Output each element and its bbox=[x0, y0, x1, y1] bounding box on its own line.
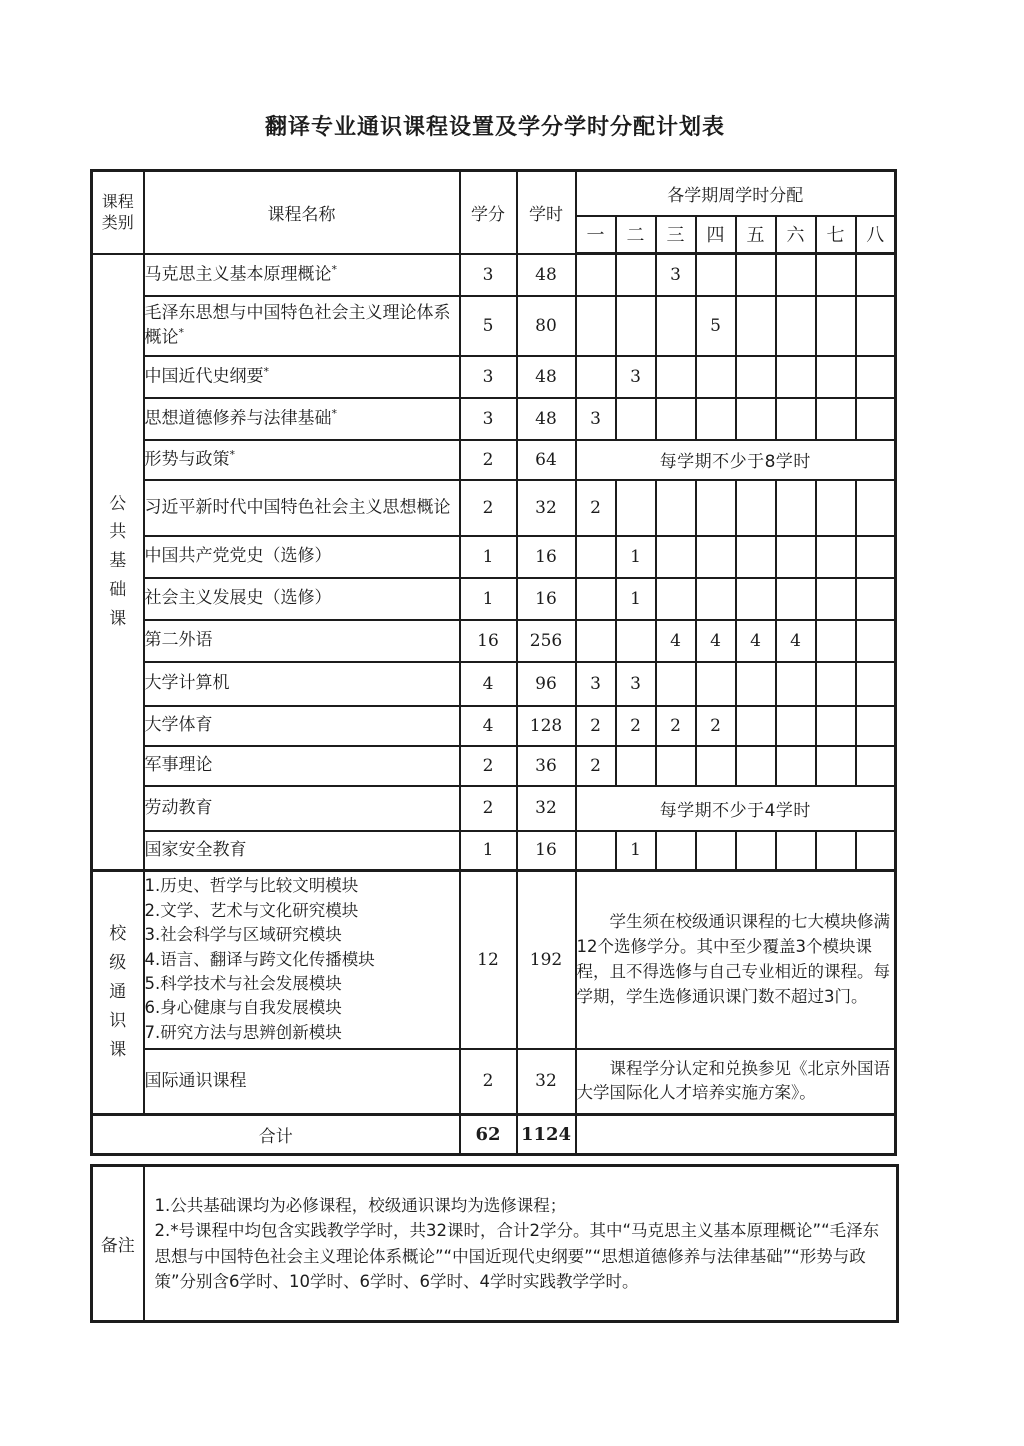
semester-cell bbox=[616, 480, 656, 536]
course-row bbox=[92, 1049, 896, 1115]
semester-cell bbox=[656, 356, 696, 398]
semester-cell bbox=[816, 480, 856, 536]
credits-cell: 16 bbox=[460, 620, 517, 662]
module-note: 学生须在校级通识课程的七大模块修满12个选修学分。其中至少覆盖3个模块课程，且不得选修与自己专业相近的课程。每学期，学生选修通识课门数不超过3门。 bbox=[576, 912, 890, 1006]
semester-cell: 1 bbox=[616, 578, 656, 620]
semester-cell bbox=[776, 536, 816, 578]
semester-cell bbox=[696, 356, 736, 398]
semester-cell bbox=[856, 254, 896, 296]
course-row bbox=[92, 440, 896, 480]
semester-note-cell: 每学期不少于4学时 bbox=[576, 786, 896, 831]
course-name: 思想道德修养与法律基础 bbox=[144, 408, 332, 429]
semester-cell bbox=[856, 831, 896, 871]
remarks-body-cell bbox=[144, 1166, 898, 1322]
header-semester-group: 各学期周学时分配 bbox=[576, 171, 896, 216]
semester-cell: 4 bbox=[656, 620, 696, 662]
module-note-cell bbox=[576, 871, 896, 1049]
semester-cell bbox=[856, 578, 896, 620]
semester-cell: 4 bbox=[736, 620, 776, 662]
semester-cell bbox=[736, 398, 776, 440]
semester-cell bbox=[656, 536, 696, 578]
semester-cell bbox=[576, 536, 616, 578]
course-name-cell bbox=[144, 254, 460, 296]
course-name: 形势与政策 bbox=[144, 449, 230, 470]
category-cell-public-basic bbox=[92, 254, 144, 871]
category-label: 校级通识课 bbox=[109, 924, 127, 1060]
course-name-cell bbox=[144, 831, 460, 871]
course-row bbox=[92, 578, 896, 620]
semester-cell: 2 bbox=[576, 706, 616, 746]
semester-cell bbox=[736, 536, 776, 578]
semester-cell bbox=[816, 578, 856, 620]
course-name: 中国近代史纲要 bbox=[144, 366, 264, 387]
practice-mark: * bbox=[229, 447, 235, 461]
hours-cell: 48 bbox=[517, 398, 576, 440]
course-name-cell bbox=[144, 578, 460, 620]
credits-cell: 3 bbox=[460, 254, 517, 296]
module-item: 2.文学、艺术与文化研究模块 bbox=[144, 900, 359, 920]
semester-cell: 2 bbox=[616, 706, 656, 746]
semester-cell bbox=[776, 578, 816, 620]
credits-cell: 3 bbox=[460, 398, 517, 440]
course-row bbox=[92, 254, 896, 296]
header-semester-6: 六 bbox=[776, 216, 816, 254]
credits-cell: 2 bbox=[460, 440, 517, 480]
course-name: 国家安全教育 bbox=[144, 839, 247, 860]
semester-cell bbox=[776, 480, 816, 536]
header-semester-5: 五 bbox=[736, 216, 776, 254]
credits-cell: 1 bbox=[460, 578, 517, 620]
intl-note: 课程学分认定和兑换参见《北京外国语大学国际化人才培养实施方案》。 bbox=[576, 1058, 890, 1103]
course-name-cell bbox=[144, 398, 460, 440]
course-name-cell bbox=[144, 1049, 460, 1115]
total-hours-cell: 1124 bbox=[517, 1115, 576, 1155]
practice-mark: * bbox=[331, 406, 337, 420]
credits-cell: 2 bbox=[460, 786, 517, 831]
header-category bbox=[92, 171, 144, 254]
hours-cell: 48 bbox=[517, 356, 576, 398]
semester-cell bbox=[576, 831, 616, 871]
hours-cell: 32 bbox=[517, 786, 576, 831]
header-category-label: 课程类别 bbox=[101, 191, 134, 233]
semester-cell bbox=[696, 480, 736, 536]
credits-cell: 4 bbox=[460, 706, 517, 746]
credits-cell: 12 bbox=[460, 871, 517, 1049]
course-name: 马克思主义基本原理概论 bbox=[144, 264, 332, 285]
credits-cell: 4 bbox=[460, 662, 517, 706]
semester-cell bbox=[736, 831, 776, 871]
course-row bbox=[92, 662, 896, 706]
semester-cell: 3 bbox=[616, 662, 656, 706]
semester-cell bbox=[736, 480, 776, 536]
semester-cell bbox=[656, 746, 696, 786]
module-item: 5.科学技术与社会发展模块 bbox=[144, 973, 342, 993]
semester-cell: 3 bbox=[576, 398, 616, 440]
intl-note-cell bbox=[576, 1049, 896, 1115]
hours-cell: 16 bbox=[517, 831, 576, 871]
course-row bbox=[92, 746, 896, 786]
header-credits: 学分 bbox=[460, 171, 517, 254]
semester-cell bbox=[616, 620, 656, 662]
semester-cell bbox=[856, 662, 896, 706]
course-name: 大学计算机 bbox=[144, 673, 230, 694]
semester-cell bbox=[736, 578, 776, 620]
semester-cell bbox=[576, 296, 616, 356]
hours-cell: 128 bbox=[517, 706, 576, 746]
course-name: 大学体育 bbox=[144, 715, 213, 736]
semester-cell bbox=[656, 296, 696, 356]
semester-cell: 5 bbox=[696, 296, 736, 356]
semester-cell bbox=[696, 254, 736, 296]
semester-cell bbox=[616, 746, 656, 786]
semester-cell bbox=[696, 578, 736, 620]
credits-cell: 1 bbox=[460, 536, 517, 578]
semester-cell bbox=[856, 480, 896, 536]
hours-cell: 16 bbox=[517, 578, 576, 620]
header-semester-2: 二 bbox=[616, 216, 656, 254]
semester-cell bbox=[696, 398, 736, 440]
course-name-cell bbox=[144, 536, 460, 578]
semester-cell bbox=[696, 831, 736, 871]
semester-cell: 4 bbox=[776, 620, 816, 662]
course-name-cell bbox=[144, 706, 460, 746]
semester-cell: 2 bbox=[576, 480, 616, 536]
course-name: 国际通识课程 bbox=[144, 1070, 247, 1091]
semester-cell bbox=[816, 831, 856, 871]
semester-cell: 3 bbox=[576, 662, 616, 706]
semester-cell bbox=[736, 296, 776, 356]
curriculum-table bbox=[90, 169, 897, 1156]
semester-cell bbox=[696, 746, 736, 786]
hours-cell: 80 bbox=[517, 296, 576, 356]
remarks-table bbox=[90, 1164, 899, 1323]
remark-line: 2.*号课程中均包含实践教学学时，共32课时，合计2学分。其中“马克思主义基本原理概论”“毛泽东思想与中国特色社会主义理论体系概论”“中国近现代史纲要”“思想道德修养与法律基础”“形势与政策”分别含6学时、10学时、6学时、6学时、4学时实践教学学时。 bbox=[154, 1221, 880, 1291]
course-name-cell bbox=[144, 620, 460, 662]
semester-cell bbox=[856, 536, 896, 578]
semester-cell: 2 bbox=[696, 706, 736, 746]
semester-cell bbox=[616, 254, 656, 296]
semester-cell: 4 bbox=[696, 620, 736, 662]
total-semester-empty-cell bbox=[576, 1115, 896, 1155]
header-semester-7: 七 bbox=[816, 216, 856, 254]
course-name-cell bbox=[144, 296, 460, 356]
header-row-1 bbox=[92, 171, 896, 216]
practice-mark: * bbox=[331, 262, 337, 276]
total-credits-cell: 62 bbox=[460, 1115, 517, 1155]
semester-cell bbox=[736, 662, 776, 706]
semester-cell bbox=[816, 536, 856, 578]
credits-cell: 3 bbox=[460, 356, 517, 398]
hours-cell: 48 bbox=[517, 254, 576, 296]
semester-cell bbox=[656, 578, 696, 620]
course-name-cell bbox=[144, 786, 460, 831]
semester-cell bbox=[616, 296, 656, 356]
hours-cell: 32 bbox=[517, 1049, 576, 1115]
course-row bbox=[92, 786, 896, 831]
course-row bbox=[92, 480, 896, 536]
semester-cell bbox=[856, 620, 896, 662]
semester-cell bbox=[856, 296, 896, 356]
course-name: 劳动教育 bbox=[144, 797, 213, 818]
semester-cell: 3 bbox=[616, 356, 656, 398]
semester-cell bbox=[576, 356, 616, 398]
module-row bbox=[92, 871, 896, 1049]
remark-line: 1.公共基础课均为必修课程，校级通识课均为选修课程； bbox=[154, 1196, 567, 1216]
header-course-name: 课程名称 bbox=[144, 171, 460, 254]
credits-cell: 2 bbox=[460, 746, 517, 786]
semester-cell bbox=[696, 536, 736, 578]
semester-note-cell: 每学期不少于8学时 bbox=[576, 440, 896, 480]
semester-cell: 1 bbox=[616, 536, 656, 578]
module-list-cell bbox=[144, 871, 460, 1049]
semester-cell bbox=[616, 398, 656, 440]
course-name-cell bbox=[144, 480, 460, 536]
course-row bbox=[92, 620, 896, 662]
category-cell-general-edu bbox=[92, 871, 144, 1115]
hours-cell: 16 bbox=[517, 536, 576, 578]
hours-cell: 192 bbox=[517, 871, 576, 1049]
hours-cell: 64 bbox=[517, 440, 576, 480]
course-name: 毛泽东思想与中国特色社会主义理论体系概论 bbox=[144, 302, 451, 348]
semester-cell bbox=[816, 746, 856, 786]
course-name: 中国共产党党史（选修） bbox=[144, 546, 332, 567]
semester-cell bbox=[816, 706, 856, 746]
semester-cell bbox=[736, 706, 776, 746]
course-name-cell bbox=[144, 662, 460, 706]
semester-cell bbox=[576, 620, 616, 662]
hours-cell: 36 bbox=[517, 746, 576, 786]
category-label: 公共基础课 bbox=[109, 493, 127, 630]
semester-cell bbox=[856, 356, 896, 398]
semester-cell bbox=[736, 254, 776, 296]
semester-cell bbox=[776, 254, 816, 296]
header-semester-1: 一 bbox=[576, 216, 616, 254]
module-item: 6.身心健康与自我发展模块 bbox=[144, 998, 342, 1018]
semester-cell bbox=[656, 662, 696, 706]
semester-cell bbox=[816, 296, 856, 356]
semester-cell bbox=[776, 746, 816, 786]
semester-cell bbox=[856, 706, 896, 746]
semester-cell bbox=[576, 578, 616, 620]
semester-cell bbox=[816, 254, 856, 296]
semester-cell bbox=[776, 296, 816, 356]
header-semester-8: 八 bbox=[856, 216, 896, 254]
course-row bbox=[92, 831, 896, 871]
practice-mark: * bbox=[178, 326, 184, 340]
hours-cell: 32 bbox=[517, 480, 576, 536]
course-name: 社会主义发展史（选修） bbox=[144, 588, 332, 609]
remarks-label-cell: 备注 bbox=[92, 1166, 144, 1322]
semester-cell bbox=[576, 254, 616, 296]
semester-cell bbox=[856, 398, 896, 440]
course-name: 第二外语 bbox=[144, 630, 213, 651]
semester-cell bbox=[656, 831, 696, 871]
semester-cell: 2 bbox=[656, 706, 696, 746]
semester-cell bbox=[816, 620, 856, 662]
remarks-row bbox=[92, 1166, 898, 1322]
credits-cell: 5 bbox=[460, 296, 517, 356]
practice-mark: * bbox=[263, 364, 269, 378]
semester-cell: 1 bbox=[616, 831, 656, 871]
semester-cell bbox=[816, 398, 856, 440]
course-row bbox=[92, 536, 896, 578]
semester-cell bbox=[776, 398, 816, 440]
hours-cell: 256 bbox=[517, 620, 576, 662]
semester-cell: 3 bbox=[656, 254, 696, 296]
header-hours: 学时 bbox=[517, 171, 576, 254]
semester-cell bbox=[656, 480, 696, 536]
course-name-cell bbox=[144, 440, 460, 480]
semester-cell bbox=[736, 746, 776, 786]
course-row bbox=[92, 356, 896, 398]
credits-cell: 1 bbox=[460, 831, 517, 871]
course-name-cell bbox=[144, 356, 460, 398]
semester-cell bbox=[856, 746, 896, 786]
hours-cell: 96 bbox=[517, 662, 576, 706]
module-item: 7.研究方法与思辨创新模块 bbox=[144, 1022, 342, 1042]
credits-cell: 2 bbox=[460, 480, 517, 536]
semester-cell bbox=[696, 662, 736, 706]
course-row bbox=[92, 296, 896, 356]
course-row bbox=[92, 706, 896, 746]
semester-cell bbox=[776, 356, 816, 398]
course-name: 军事理论 bbox=[144, 755, 213, 776]
credits-cell: 2 bbox=[460, 1049, 517, 1115]
header-semester-4: 四 bbox=[696, 216, 736, 254]
header-semester-3: 三 bbox=[656, 216, 696, 254]
semester-cell bbox=[776, 662, 816, 706]
page-title: 翻译专业通识课程设置及学分学时分配计划表 bbox=[264, 115, 725, 140]
semester-cell bbox=[816, 662, 856, 706]
course-name: 习近平新时代中国特色社会主义思想概论 bbox=[144, 497, 451, 518]
course-row bbox=[92, 398, 896, 440]
semester-cell bbox=[736, 356, 776, 398]
total-row bbox=[92, 1115, 896, 1155]
semester-cell bbox=[776, 831, 816, 871]
module-item: 1.历史、哲学与比较文明模块 bbox=[144, 876, 359, 896]
semester-cell: 2 bbox=[576, 746, 616, 786]
semester-cell bbox=[656, 398, 696, 440]
semester-cell bbox=[776, 706, 816, 746]
module-item: 4.语言、翻译与跨文化传播模块 bbox=[144, 949, 375, 969]
module-item: 3.社会科学与区域研究模块 bbox=[144, 925, 342, 945]
total-label-cell: 合计 bbox=[92, 1115, 460, 1155]
course-name-cell bbox=[144, 746, 460, 786]
semester-cell bbox=[816, 356, 856, 398]
